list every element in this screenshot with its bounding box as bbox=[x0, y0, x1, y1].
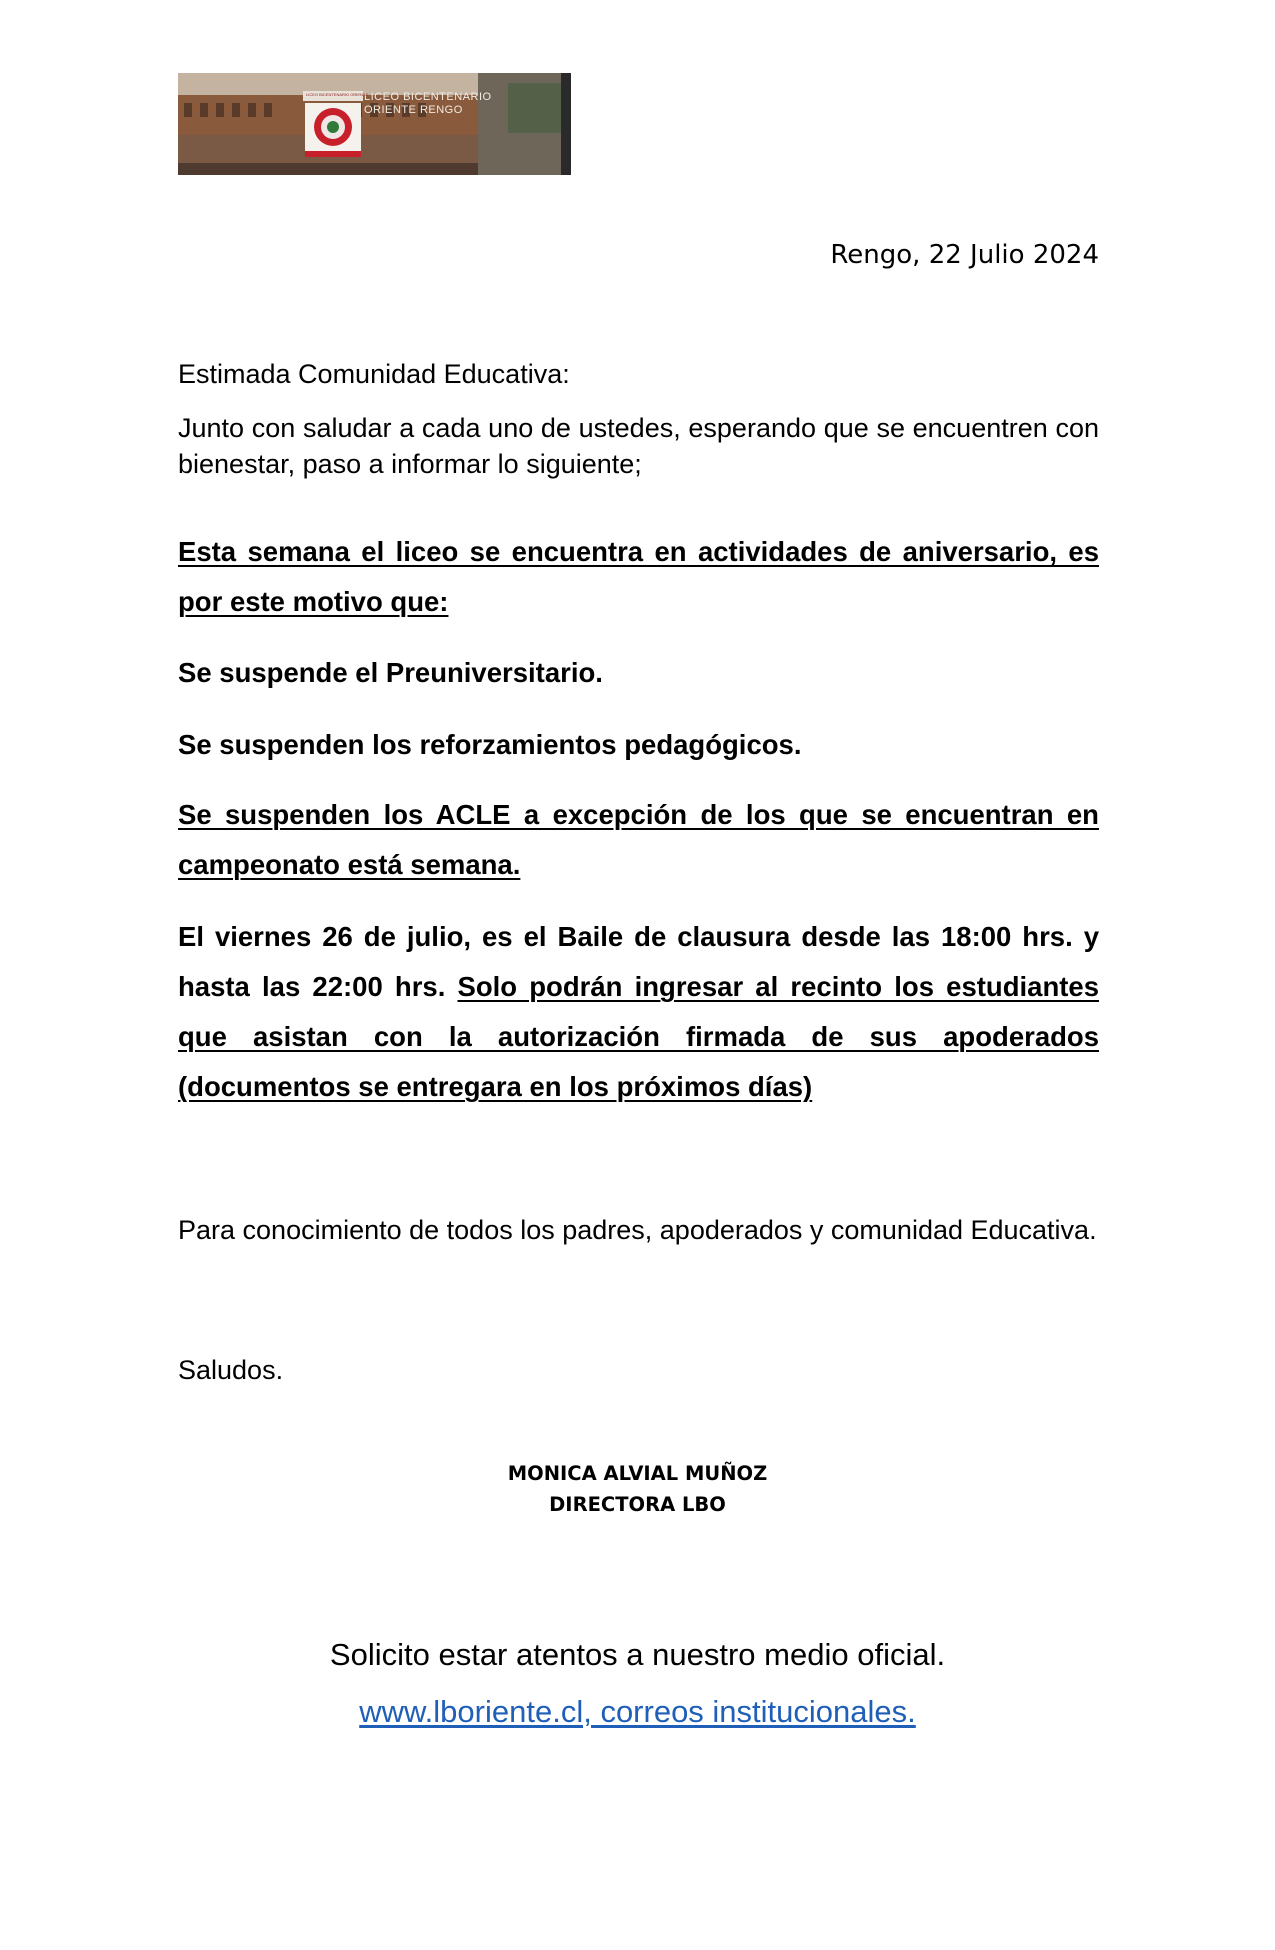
event-restriction: Solo podrán ingresar al recinto los estudiantes que asistan con la autorización firmada de sus apoderados (documentos se entregara en los próximos días) bbox=[178, 971, 1099, 1102]
event-paragraph bbox=[178, 912, 1099, 1112]
list-item: Se suspenden los ACLE a excepción de los que se encuentran en campeonato está semana. bbox=[178, 799, 1099, 880]
signature-name: MONICA ALVIAL MUÑOZ bbox=[507, 1462, 768, 1485]
list-item: Se suspende el Preuniversitario. bbox=[178, 657, 603, 688]
event-text: El viernes 26 de julio, es el Baile de clausura desde las 18:00 hrs. y hasta las 22:00 hrs. bbox=[178, 921, 1099, 1002]
item-block-3 bbox=[178, 790, 1099, 890]
school-banner bbox=[178, 73, 571, 175]
notice-heading: Esta semana el liceo se encuentra en actividades de aniversario, es por este motivo que: bbox=[178, 536, 1099, 617]
greeting-block bbox=[178, 356, 1099, 392]
closing-block bbox=[178, 1212, 1099, 1248]
footer-link[interactable]: www.lboriente.cl, correos institucionales. bbox=[359, 1694, 916, 1729]
closing-paragraph: Para conocimiento de todos los padres, apoderados y comunidad Educativa. bbox=[178, 1215, 1097, 1245]
notice-block bbox=[178, 527, 1099, 627]
letter-date: Rengo, 22 Julio 2024 bbox=[830, 240, 1099, 270]
logo-name-line1: LICEO BICENTENARIO bbox=[364, 91, 492, 103]
item-block-1 bbox=[178, 648, 1099, 698]
intro-block bbox=[178, 410, 1099, 482]
event-block bbox=[178, 912, 1099, 1112]
saludos: Saludos. bbox=[178, 1355, 284, 1385]
logo-name-line2: ORIENTE RENGO bbox=[364, 104, 463, 116]
badge-text: LICEO BICENTENARIO ORIENTE bbox=[306, 92, 369, 97]
item-block-2 bbox=[178, 720, 1099, 770]
footer-note: Solicito estar atentos a nuestro medio oficial. bbox=[329, 1637, 946, 1672]
list-item: Se suspenden los reforzamientos pedagógicos. bbox=[178, 729, 802, 760]
signature-title: DIRECTORA LBO bbox=[549, 1493, 726, 1516]
school-building-image bbox=[178, 73, 571, 175]
intro-paragraph: Junto con saludar a cada uno de ustedes, esperando que se encuentren con bienestar, paso a informar lo siguiente; bbox=[178, 413, 1099, 479]
saludos-block bbox=[178, 1352, 1099, 1388]
greeting: Estimada Comunidad Educativa: bbox=[178, 359, 570, 389]
banner-logo-text bbox=[364, 91, 492, 117]
